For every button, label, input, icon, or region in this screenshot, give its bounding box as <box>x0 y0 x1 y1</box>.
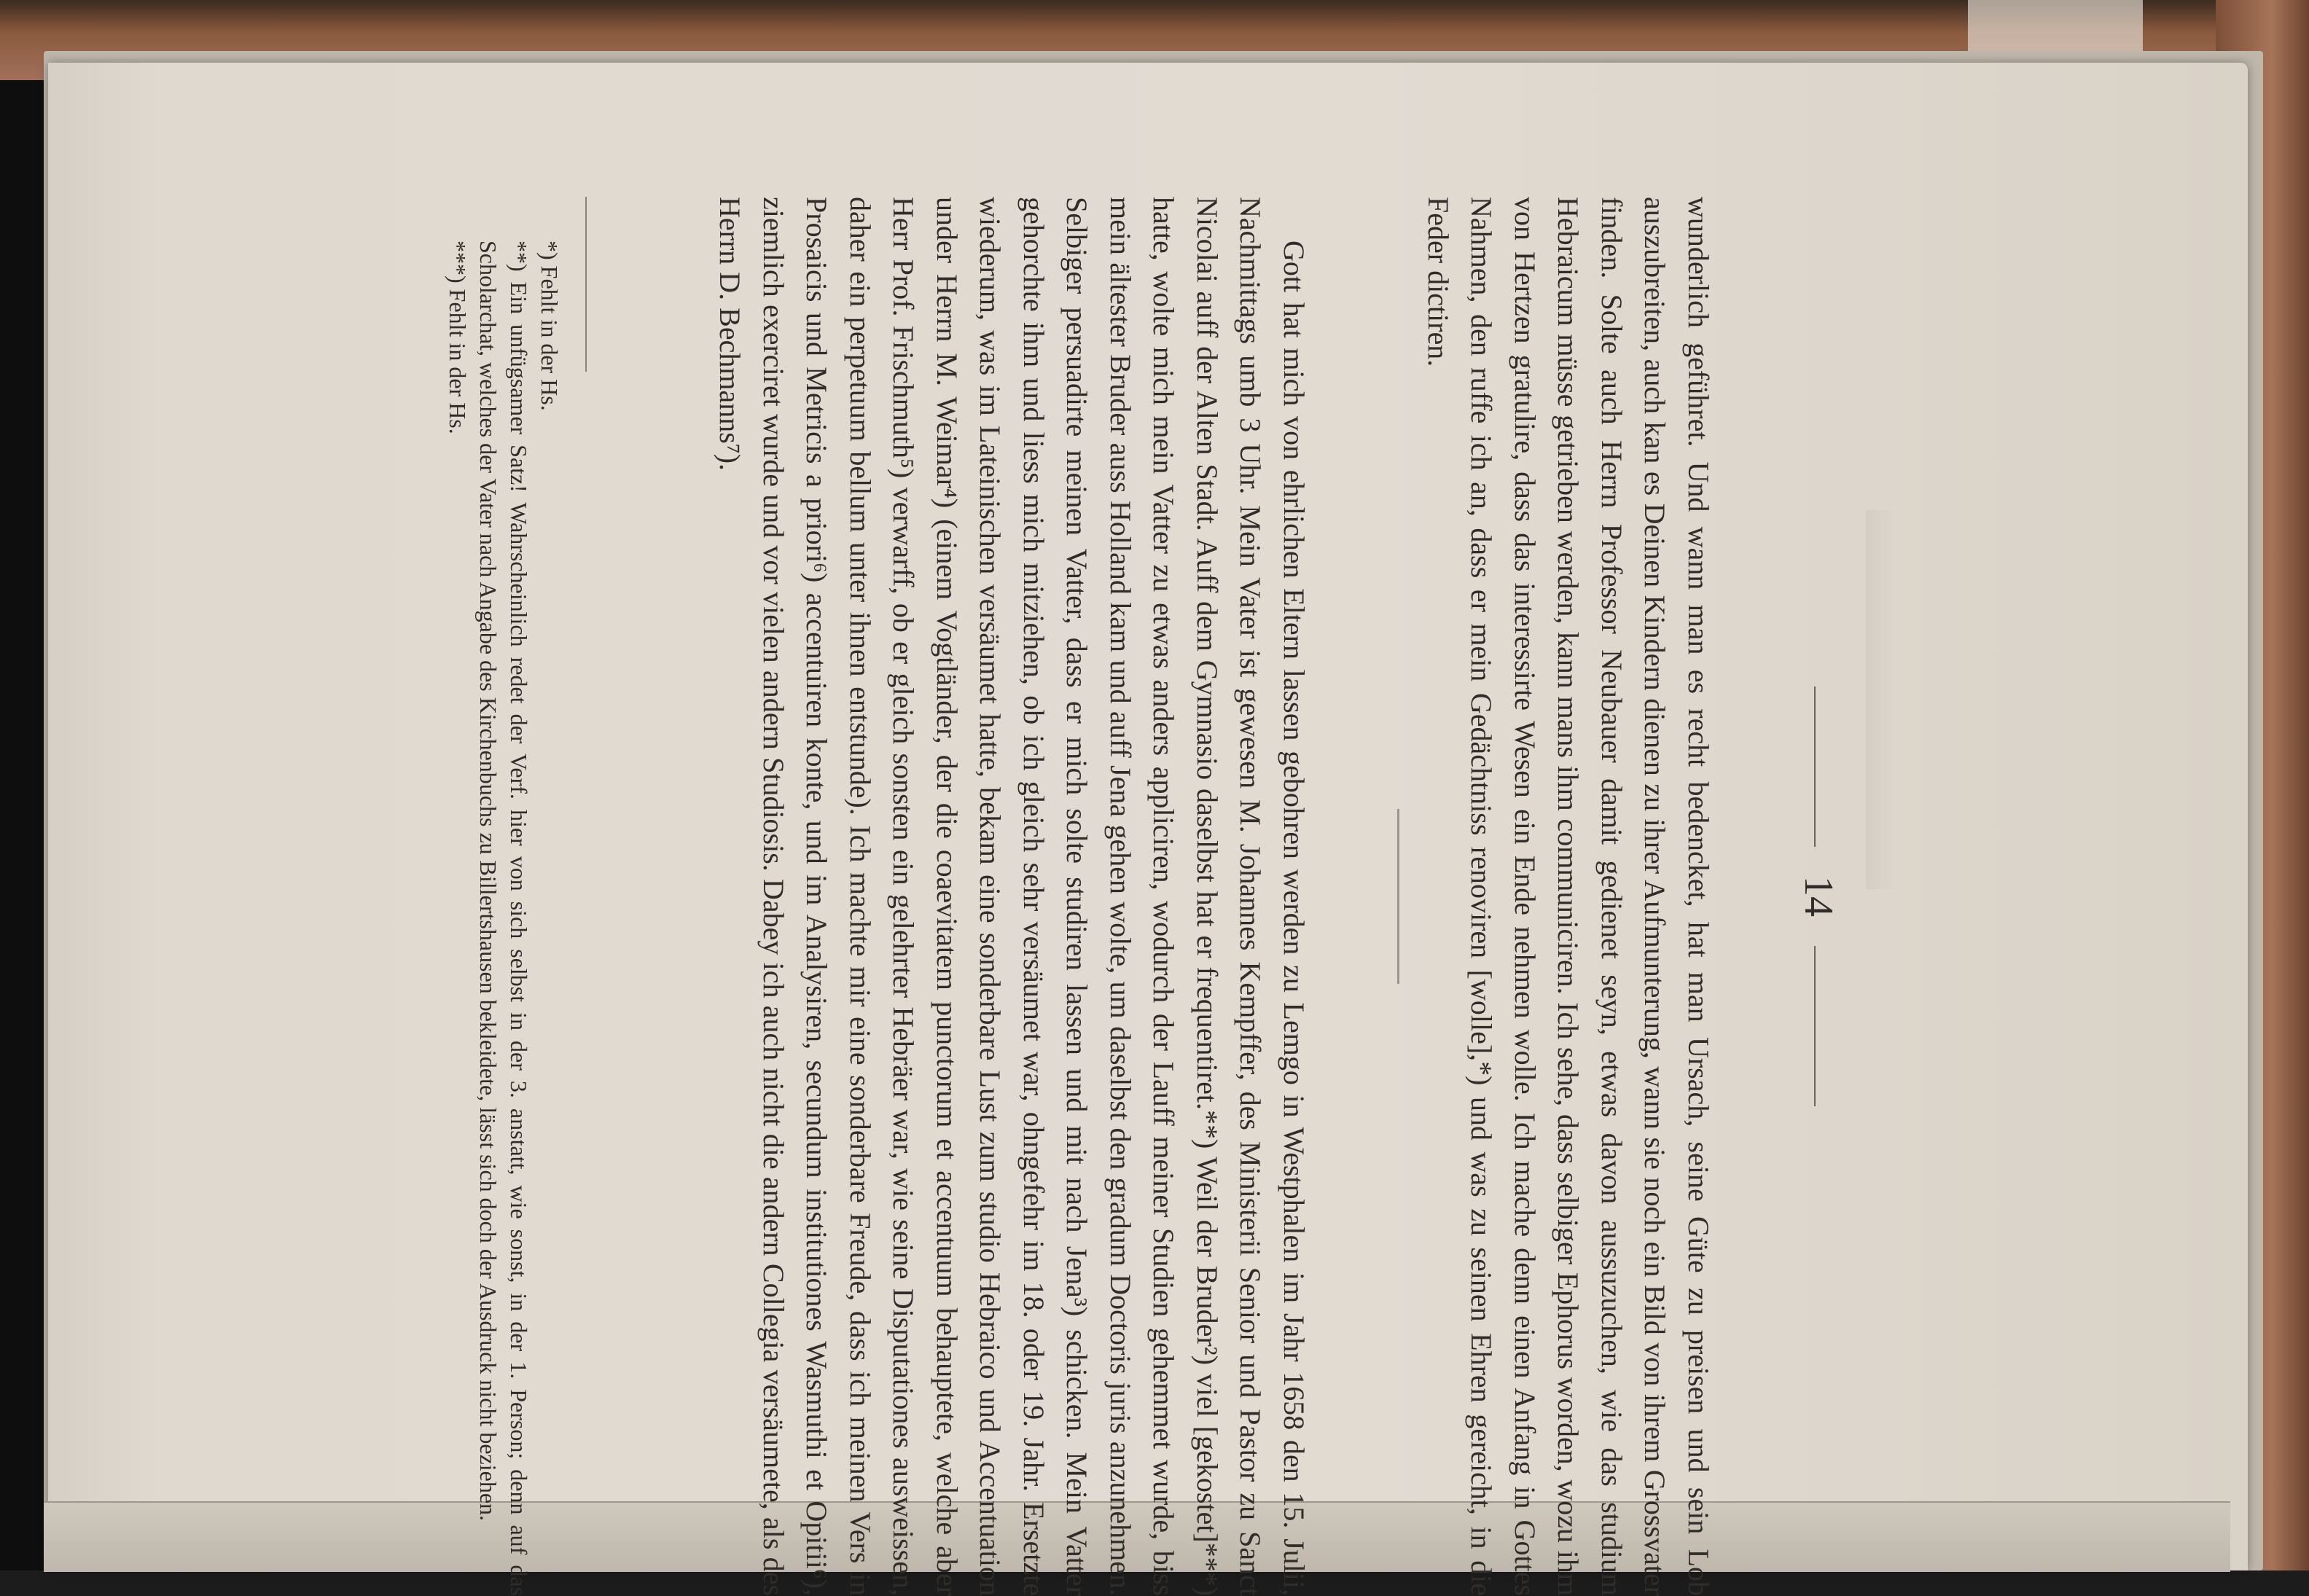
footnotes <box>442 197 565 1596</box>
page-number-header <box>1797 197 1840 1596</box>
page-number: 14 <box>1796 876 1841 917</box>
paragraph-1-text: wunderlich geführet. Und wann man es recht bedencket, hat man Ursach, seine Güte zu preisen und sein Lob auszubreiten, auch kan es Deinen Kindern dienen zu ihrer Aufmunterung, wann sie noch ein Bild von ihrem Grossvater finden. Solte auch Herrn Professor Neubauer damit gedienet seyn, etwas davon aussuzuchen, wie das studium Hebraicum müsse getrieben werden, kann mans ihm communiciren. Ich sehe, dass selbiger Ephorus worden, wozu ihm von Hertzen gratulire, dass das interessirte Wesen ein Ende nehmen wolle. Ich mache denn einen Anfang in Gottes Nahmen, den ruffe ich an, dass er mein Gedächtniss renoviren [wolle],*) und was zu seinen Ehren gereicht, in die Feder dictiren. <box>1422 197 1715 1596</box>
paragraph-2 <box>708 197 1316 1596</box>
paper-tag <box>1968 0 2143 51</box>
footnote-1: *) Fehlt in der Hs. <box>536 240 563 411</box>
section-separator <box>1397 197 1399 1596</box>
page-shadow <box>1866 510 1895 889</box>
paragraph-2-text: Gott hat mich von ehrlichen Eltern lassen gebohren werden zu Lemgo in Westphalen im Jahr 1658 den 15. Julii, Nachmittags umb 3 Uhr. Mein Vater ist gewesen M. Johannes Kempffer, des Ministerii Senior und Pastor zu Sanct Nicolai auff der Alten Stadt. Auff dem Gymnasio daselbst hat er frequentiret.**) Weil der Bruder²) viel [gekostet]***) hatte, wolte mich mein Vatter zu etwas anders appliciren, wodurch der Lauff meiner Studien gehemmet wurde, biss mein ältester Bruder auss Holland kam und auff Jena gehen wolte, um daselbst den gradum Doctoris juris anzunehmen. Selbiger persuadirte meinen Vatter, dass er mich solte studiren lassen und mit nach Jena³) schicken. Mein Vatter gehorchte ihm und liess mich mitziehen, ob ich gleich sehr versäumet war, ohngefehr im 18. oder 19. Jahr. Ersetzte wiederum, was im Lateinischen versäumet hatte, bekam eine sonderbare Lust zum studio Hebraico und Accentuation under Herrn M. Weimar⁴) (einem Vogtländer, der die coaevitatem punctorum et accentuum behauptete, welche aber Herr Prof. Frischmuth⁵) verwarff, ob er gleich sonsten ein gelehrter Hebräer war, wie seine Disputationes ausweissen, daher ein perpetuum bellum unter ihnen entstunde). Ich machte mir eine sonderbare Freude, dass ich meinen Vers in Prosaicis und Metricis a priori⁶) accentuiren konte, und im Analysiren, secundum institutiones Wasmuthi et Opitii⁶), ziemlich exerciret wurde und vor vielen andern Studiosis. Dabey ich auch nicht die andern Collegia versäumete, als des Herrn D. Bechmanns⁷). <box>714 197 1310 1596</box>
header-rule-right <box>1814 946 1816 1106</box>
footnote-2: **) Ein unfügsamer Satz! Wahrscheinlich redet der Verf. hier von sich selbst in der 3. anstatt, wie sonst, in der 1. Person; denn auf das Scholarchat, welches der Vater nach Angabe des Kirchenbuchs zu Billertshausen bekleidete, lässt sich doch der Ausdruck nicht beziehen. <box>475 240 532 1596</box>
footnote-3: ***) Fehlt in der Hs. <box>445 240 471 434</box>
footnote-divider <box>585 197 587 1596</box>
paragraph-1 <box>1417 197 1721 1596</box>
header-rule-left <box>1814 686 1816 847</box>
rotated-text-block <box>18 197 1840 1596</box>
